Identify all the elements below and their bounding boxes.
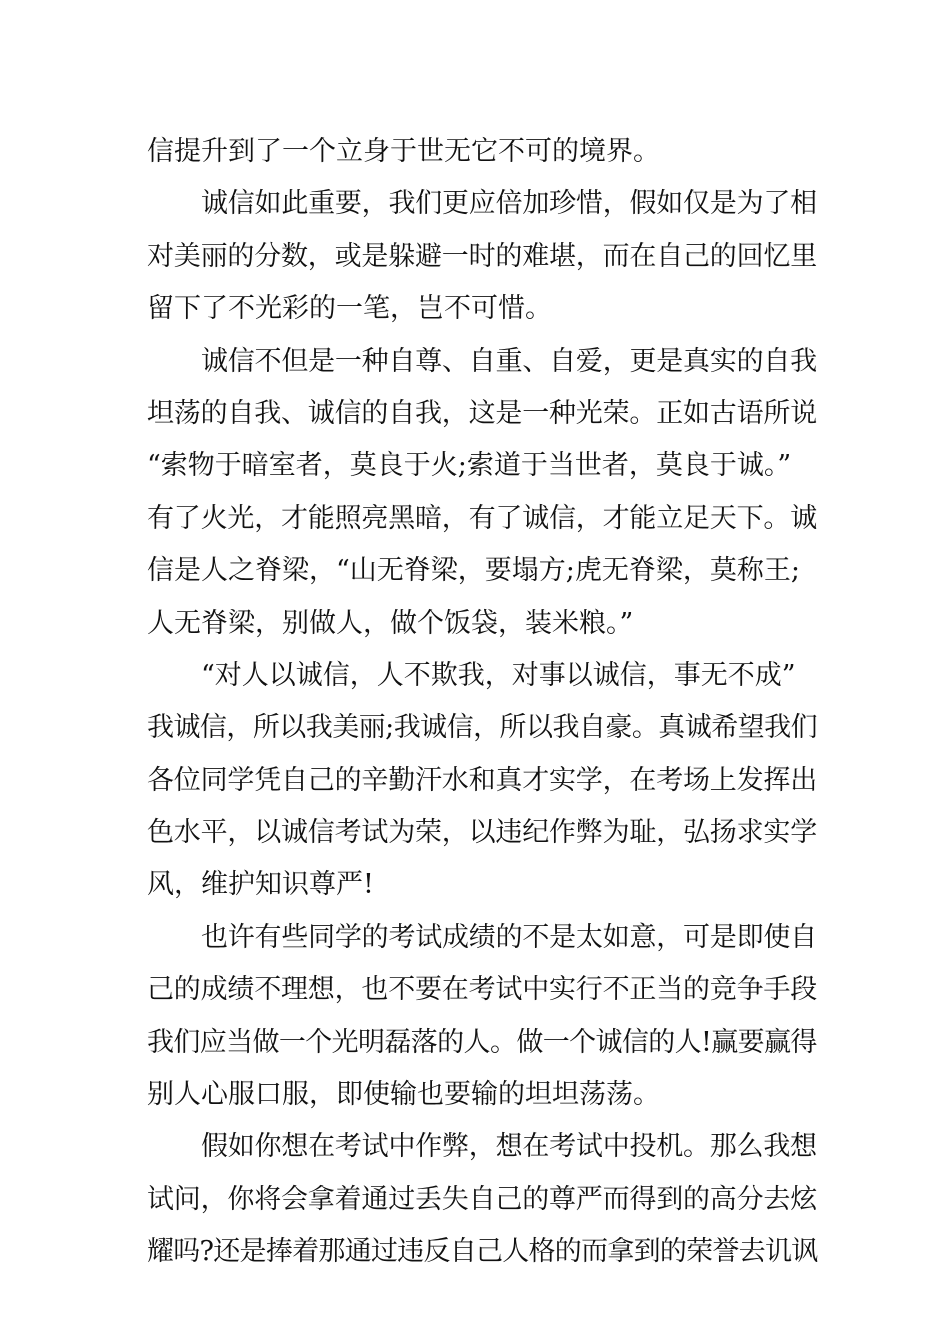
text-line: 己的成绩不理想，也不要在考试中实行不正当的竞争手段 [147,974,817,1006]
text-line: 各位同学凭自己的辛勤汗水和真才实学，在考场上发挥出 [147,764,817,796]
text-line: 坦荡的自我、诚信的自我，这是一种光荣。正如古语所说 [147,397,817,429]
text-line: 别人心服口服，即使输也要输的坦坦荡荡。 [147,1079,660,1111]
text-line: 试问，你将会拿着通过丢失自己的尊严而得到的高分去炫 [147,1183,817,1215]
text-line: 诚信不但是一种自尊、自重、自爱，更是真实的自我 [201,345,817,377]
text-line: 留下了不光彩的一笔，岂不可惜。 [147,293,552,325]
text-line: 我们应当做一个光明磊落的人。做一个诚信的人!赢要赢得 [147,1026,817,1058]
text-line: 假如你想在考试中作弊，想在考试中投机。那么我想 [201,1131,817,1163]
text-line: 色水平，以诚信考试为荣，以违纪作弊为耻，弘扬求实学 [147,817,817,849]
text-line: 人无脊梁，别做人，做个饭袋，装米粮。” [147,607,634,639]
text-line: 诚信如此重要，我们更应倍加珍惜，假如仅是为了相 [201,188,817,220]
text-line: 也许有些同学的考试成绩的不是太如意，可是即使自 [201,921,817,953]
text-line: 信提升到了一个立身于世无它不可的境界。 [147,136,660,167]
text-line: “对人以诚信，人不欺我，对事以诚信，事无不成” [201,659,796,691]
text-line: “索物于暗室者，莫良于火;索道于当世者，莫良于诚。” [147,450,792,482]
text-line: 耀吗?还是捧着那通过违反自己人格的而拿到的荣誉去讥讽 [147,1236,818,1268]
text-line: 风，维护知识尊严! [147,869,374,901]
text-line: 信是人之脊梁，“山无脊梁，要塌方;虎无脊梁，莫称王; [147,555,800,587]
text-line: 有了火光，才能照亮黑暗，有了诚信，才能立足天下。诚 [147,502,817,534]
text-line: 我诚信，所以我美丽;我诚信，所以我自豪。真诚希望我们 [147,712,818,744]
text-line: 对美丽的分数，或是躲避一时的难堪，而在自己的回忆里 [147,240,817,272]
body-text [147,126,817,1279]
